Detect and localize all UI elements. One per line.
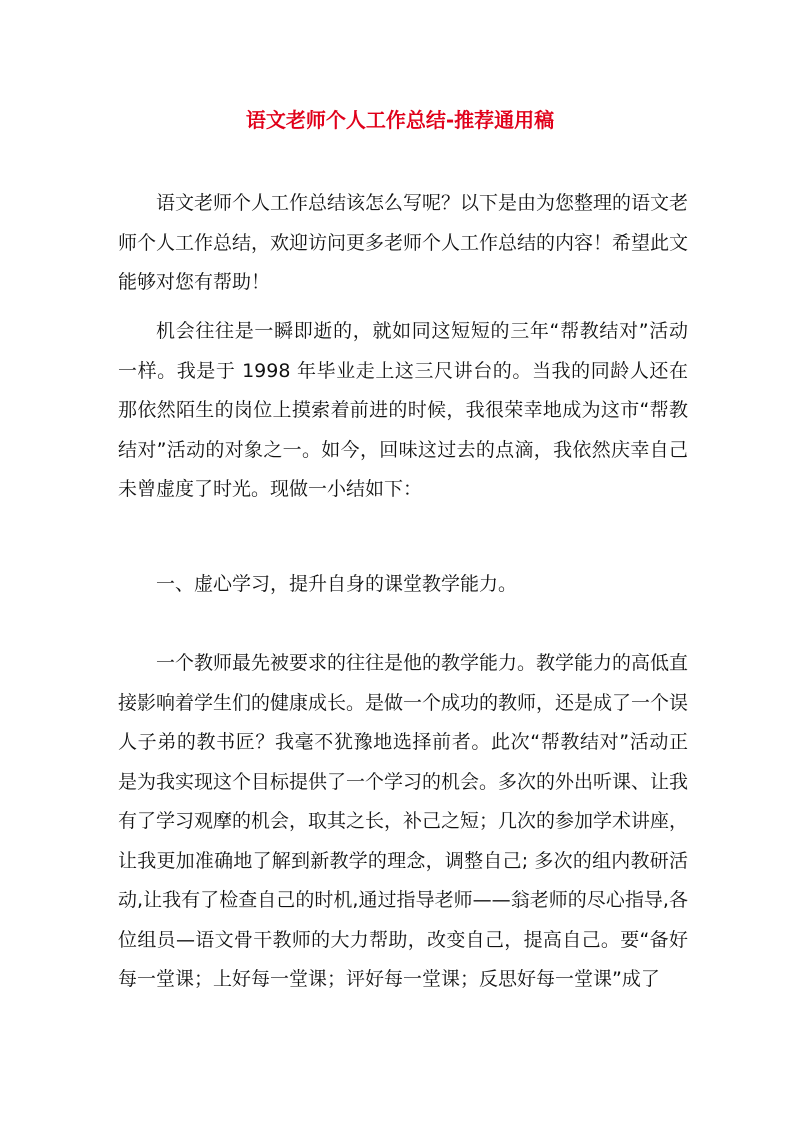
document-title: 语文老师个人工作总结-推荐通用稿 bbox=[245, 108, 555, 132]
intro-paragraph: 语文老师个人工作总结该怎么写呢？以下是由为您整理的语文老师个人工作总结，欢迎访问更多老师个人工作总结的内容！希望此文能够对您有帮助！ bbox=[118, 192, 689, 293]
body-paragraph-1: 机会往往是一瞬即逝的，就如同这短短的三年“帮教结对”活动一样。我是于 1998 年毕业走上这三尺讲台的。当我的同龄人还在那依然陌生的岗位上摸索着前进的时候，我很荣幸地成为这市“帮教结对”活动的对象之一。如今，回味这过去的点滴，我依然庆幸自己未曾虚度了时光。现做一小结如下： bbox=[118, 320, 688, 500]
section-heading: 一、虚心学习，提升自身的课堂教学能力。 bbox=[156, 573, 518, 595]
body-paragraph-2: 一个教师最先被要求的往往是他的教学能力。教学能力的高低直接影响着学生们的健康成长。是做一个成功的教师，还是成了一个误人子弟的教书匠？我毫不犹豫地选择前者。此次“帮教结对”活动正是为我实现这个目标提供了一个学习的机会。多次的外出听课、让我有了学习观摩的机会，取其之长，补己之短；几次的参加学术讲座，让我更加准确地了解到新教学的理念，调整自己; 多次的组内教研活动,让我有了检查自己的时机,通过指导老师——翁老师的尽心指导,各位组员—语文骨干教师的大力帮助，改变自己，提高自己。要“备好每一堂课；上好每一堂课；评好每一堂课；反思好每一堂课”成了 bbox=[118, 652, 689, 990]
